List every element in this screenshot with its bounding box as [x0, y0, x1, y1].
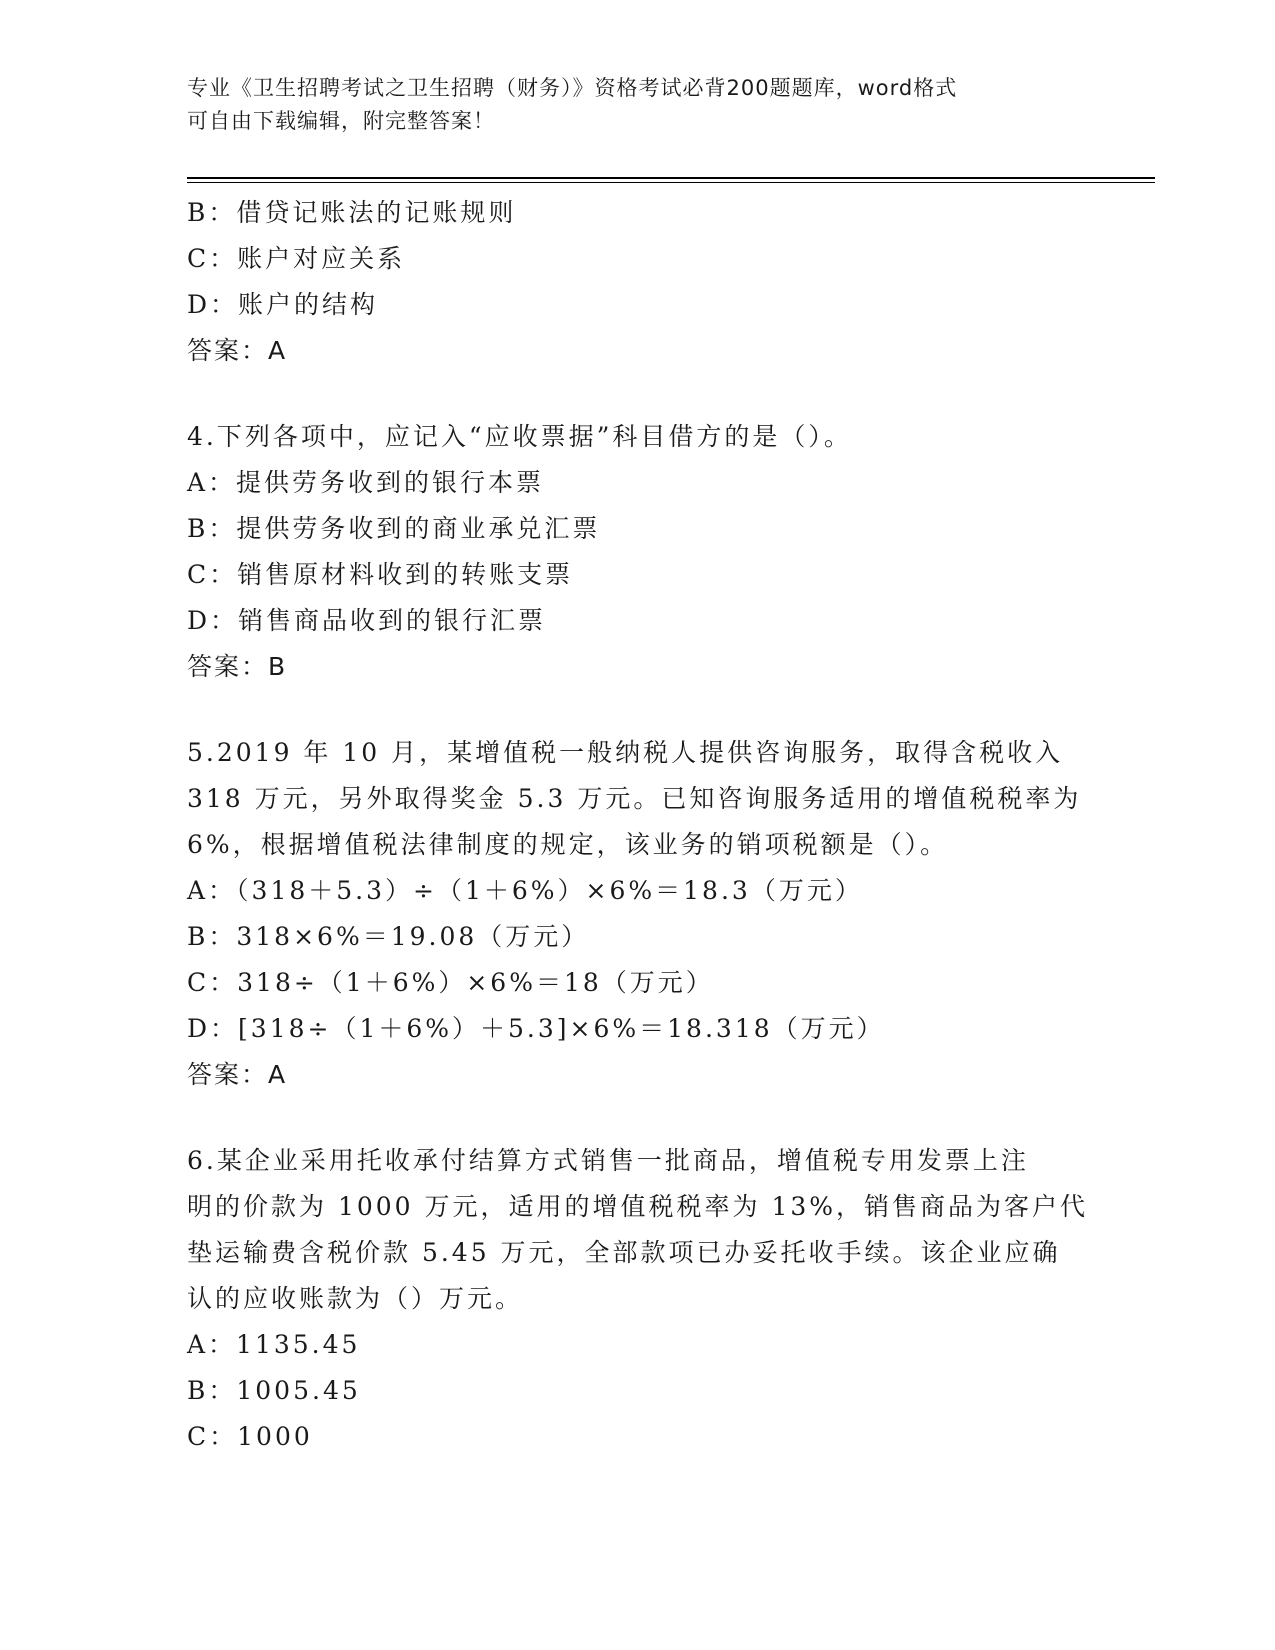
q5-option-d: D：[318÷（1＋6%）＋5.3]×6%＝18.318（万元）: [187, 1014, 885, 1043]
q6-option-b: B：1005.45: [187, 1376, 361, 1405]
q3-answer: 答案：A: [187, 336, 288, 365]
q5-option-c: C：318÷（1＋6%）×6%＝18（万元）: [187, 968, 714, 997]
q4-stem: 4.下列各项中，应记入“应收票据”科目借方的是（）。: [187, 422, 852, 451]
document-header: [187, 72, 1087, 138]
question-4: [187, 414, 1087, 690]
q5-option-b: B：318×6%＝19.08（万元）: [187, 922, 590, 951]
q6-stem-line-1: 6.某企业采用托收承付结算方式销售一批商品，增值税专用发票上注: [187, 1146, 1029, 1175]
q6-option-c: C：1000: [187, 1422, 313, 1451]
header-line-2: 可自由下载编辑，附完整答案！: [187, 109, 495, 133]
q6-stem-line-4: 认的应收账款为（）万元。: [187, 1284, 524, 1313]
spacer: [187, 1098, 1087, 1138]
q4-option-d: D：销售商品收到的银行汇票: [187, 606, 547, 635]
q5-stem-line-2: 318 万元，另外取得奖金 5.3 万元。已知咨询服务适用的增值税税率为: [187, 784, 1082, 813]
header-divider-thin: [187, 182, 1155, 183]
q3-option-c: C：账户对应关系: [187, 244, 406, 273]
q3-option-d: D：账户的结构: [187, 290, 379, 319]
q4-option-a: A：提供劳务收到的银行本票: [187, 468, 545, 497]
q4-answer: 答案：B: [187, 652, 288, 681]
q5-option-a: A：（318＋5.3）÷（1＋6%）×6%＝18.3（万元）: [187, 876, 863, 905]
q6-option-a: A：1135.45: [187, 1330, 361, 1359]
spacer: [187, 374, 1087, 414]
q5-stem-line-3: 6%，根据增值税法律制度的规定，该业务的销项税额是（）。: [187, 830, 949, 859]
question-list: [187, 190, 1087, 1460]
header-divider-thick: [187, 177, 1155, 179]
q3-option-b: B：借贷记账法的记账规则: [187, 198, 517, 227]
question-5: [187, 730, 1087, 1098]
spacer: [187, 690, 1087, 730]
q5-stem-line-1: 5.2019 年 10 月，某增值税一般纳税人提供咨询服务，取得含税收入: [187, 738, 1064, 767]
q4-option-c: C：销售原材料收到的转账支票: [187, 560, 574, 589]
q4-option-b: B：提供劳务收到的商业承兑汇票: [187, 514, 601, 543]
q6-stem-line-2: 明的价款为 1000 万元，适用的增值税税率为 13%，销售商品为客户代: [187, 1192, 1089, 1221]
question-6: [187, 1138, 1087, 1460]
header-line-1: 专业《卫生招聘考试之卫生招聘（财务）》资格考试必背200题题库，word格式: [187, 76, 958, 100]
q5-answer: 答案：A: [187, 1060, 288, 1089]
question-3-tail: [187, 190, 1087, 374]
q6-stem-line-3: 垫运输费含税价款 5.45 万元，全部款项已办妥托收手续。该企业应确: [187, 1238, 1061, 1267]
